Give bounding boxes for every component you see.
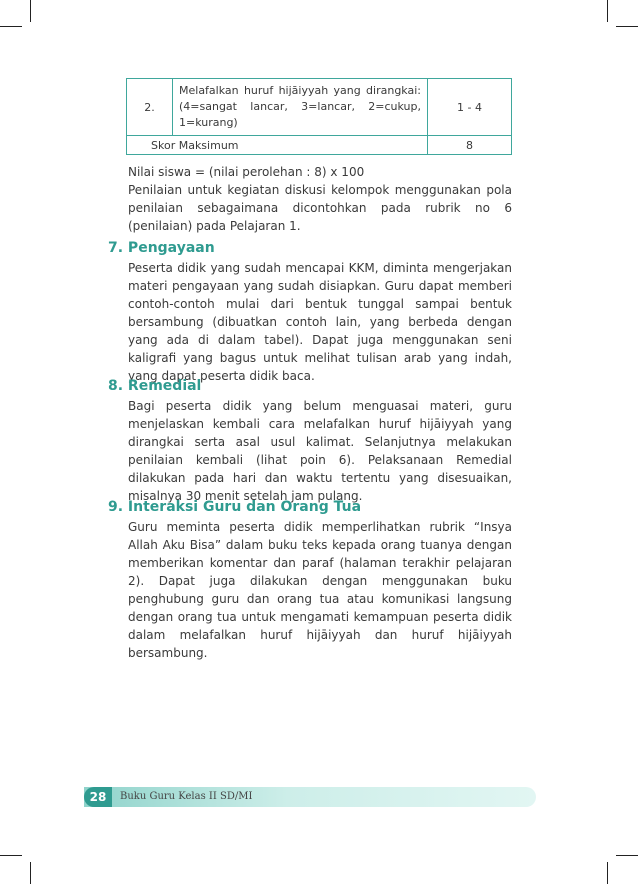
crop-mark [607,0,608,22]
rubric-score-range: 1 - 4 [428,79,512,136]
table-row [127,136,512,155]
crop-mark [0,855,22,856]
book-title: Buku Guru Kelas II SD/MI [120,791,253,802]
crop-mark [0,26,22,27]
crop-mark [607,862,608,884]
score-formula: Nilai siswa = (nilai perolehan : 8) x 100 [128,165,365,179]
page-number: 28 [84,787,112,807]
rubric-row-number: 2. [127,79,173,136]
max-score-value: 8 [428,136,512,155]
section-heading-interaksi: 9. Interaksi Guru dan Orang Tua [108,499,362,515]
section-heading-pengayaan: 7. Pengayaan [108,240,215,256]
crop-mark [30,862,31,884]
assessment-block [128,163,512,235]
max-score-label: Skor Maksimum [127,136,428,155]
crop-mark [616,26,638,27]
crop-mark [30,0,31,22]
section-body-interaksi: Guru meminta peserta didik memperlihatkan rubrik “Insya Allah Aku Bisa” dalam buku teks kepada orang tuanya dengan memberikan komentar dan paraf (halaman terakhir pelajaran 2). Dapat juga dilakukan dengan menggunakan buku penghubung guru dan orang tua atau komunikasi langsung dengan orang tua untuk mengamati kemampuan peserta didik dalam melafalkan huruf hijāiyyah dan huruf hijāiyyah bersambung. [128,520,512,660]
section-body-pengayaan: Peserta didik yang sudah mencapai KKM, diminta mengerjakan materi pengayaan yang sudah disiapkan. Guru dapat memberi contoh-contoh mulai dari bentuk tunggal sampai bentuk bersambung (dibuatkan contoh lain, yang berbeda dengan yang ada di dalam tabel). Dapat juga menggunakan seni kaligrafi yang bagus untuk melihat tulisan arab yang indah, yang dapat peserta didik baca. [128,261,512,383]
rubric-table [126,78,512,155]
rubric-description: Melafalkan huruf hijāiyyah yang dirangkai: (4=sangat lancar, 3=lancar, 2=cukup, 1=kurang) [173,79,428,136]
table-row [127,79,512,136]
crop-mark [616,855,638,856]
section-body-remedial: Bagi peserta didik yang belum menguasai materi, guru menjelaskan kembali cara melafalkan huruf hijāiyyah yang dirangkai serta asal usul kalimat. Selanjutnya melakukan penilaian kembali (lihat poin 6). Pelaksanaan Remedial dilakukan pada hari dan waktu tertentu yang disesuaikan, misalnya 30 menit setelah jam pulang. [128,399,512,503]
discussion-note: Penilaian untuk kegiatan diskusi kelompok menggunakan pola penilaian sebagaimana dicontohkan pada rubrik no 6 (penilaian) pada Pelajaran 1. [128,183,512,233]
section-heading-remedial: 8. Remedial [108,378,202,394]
